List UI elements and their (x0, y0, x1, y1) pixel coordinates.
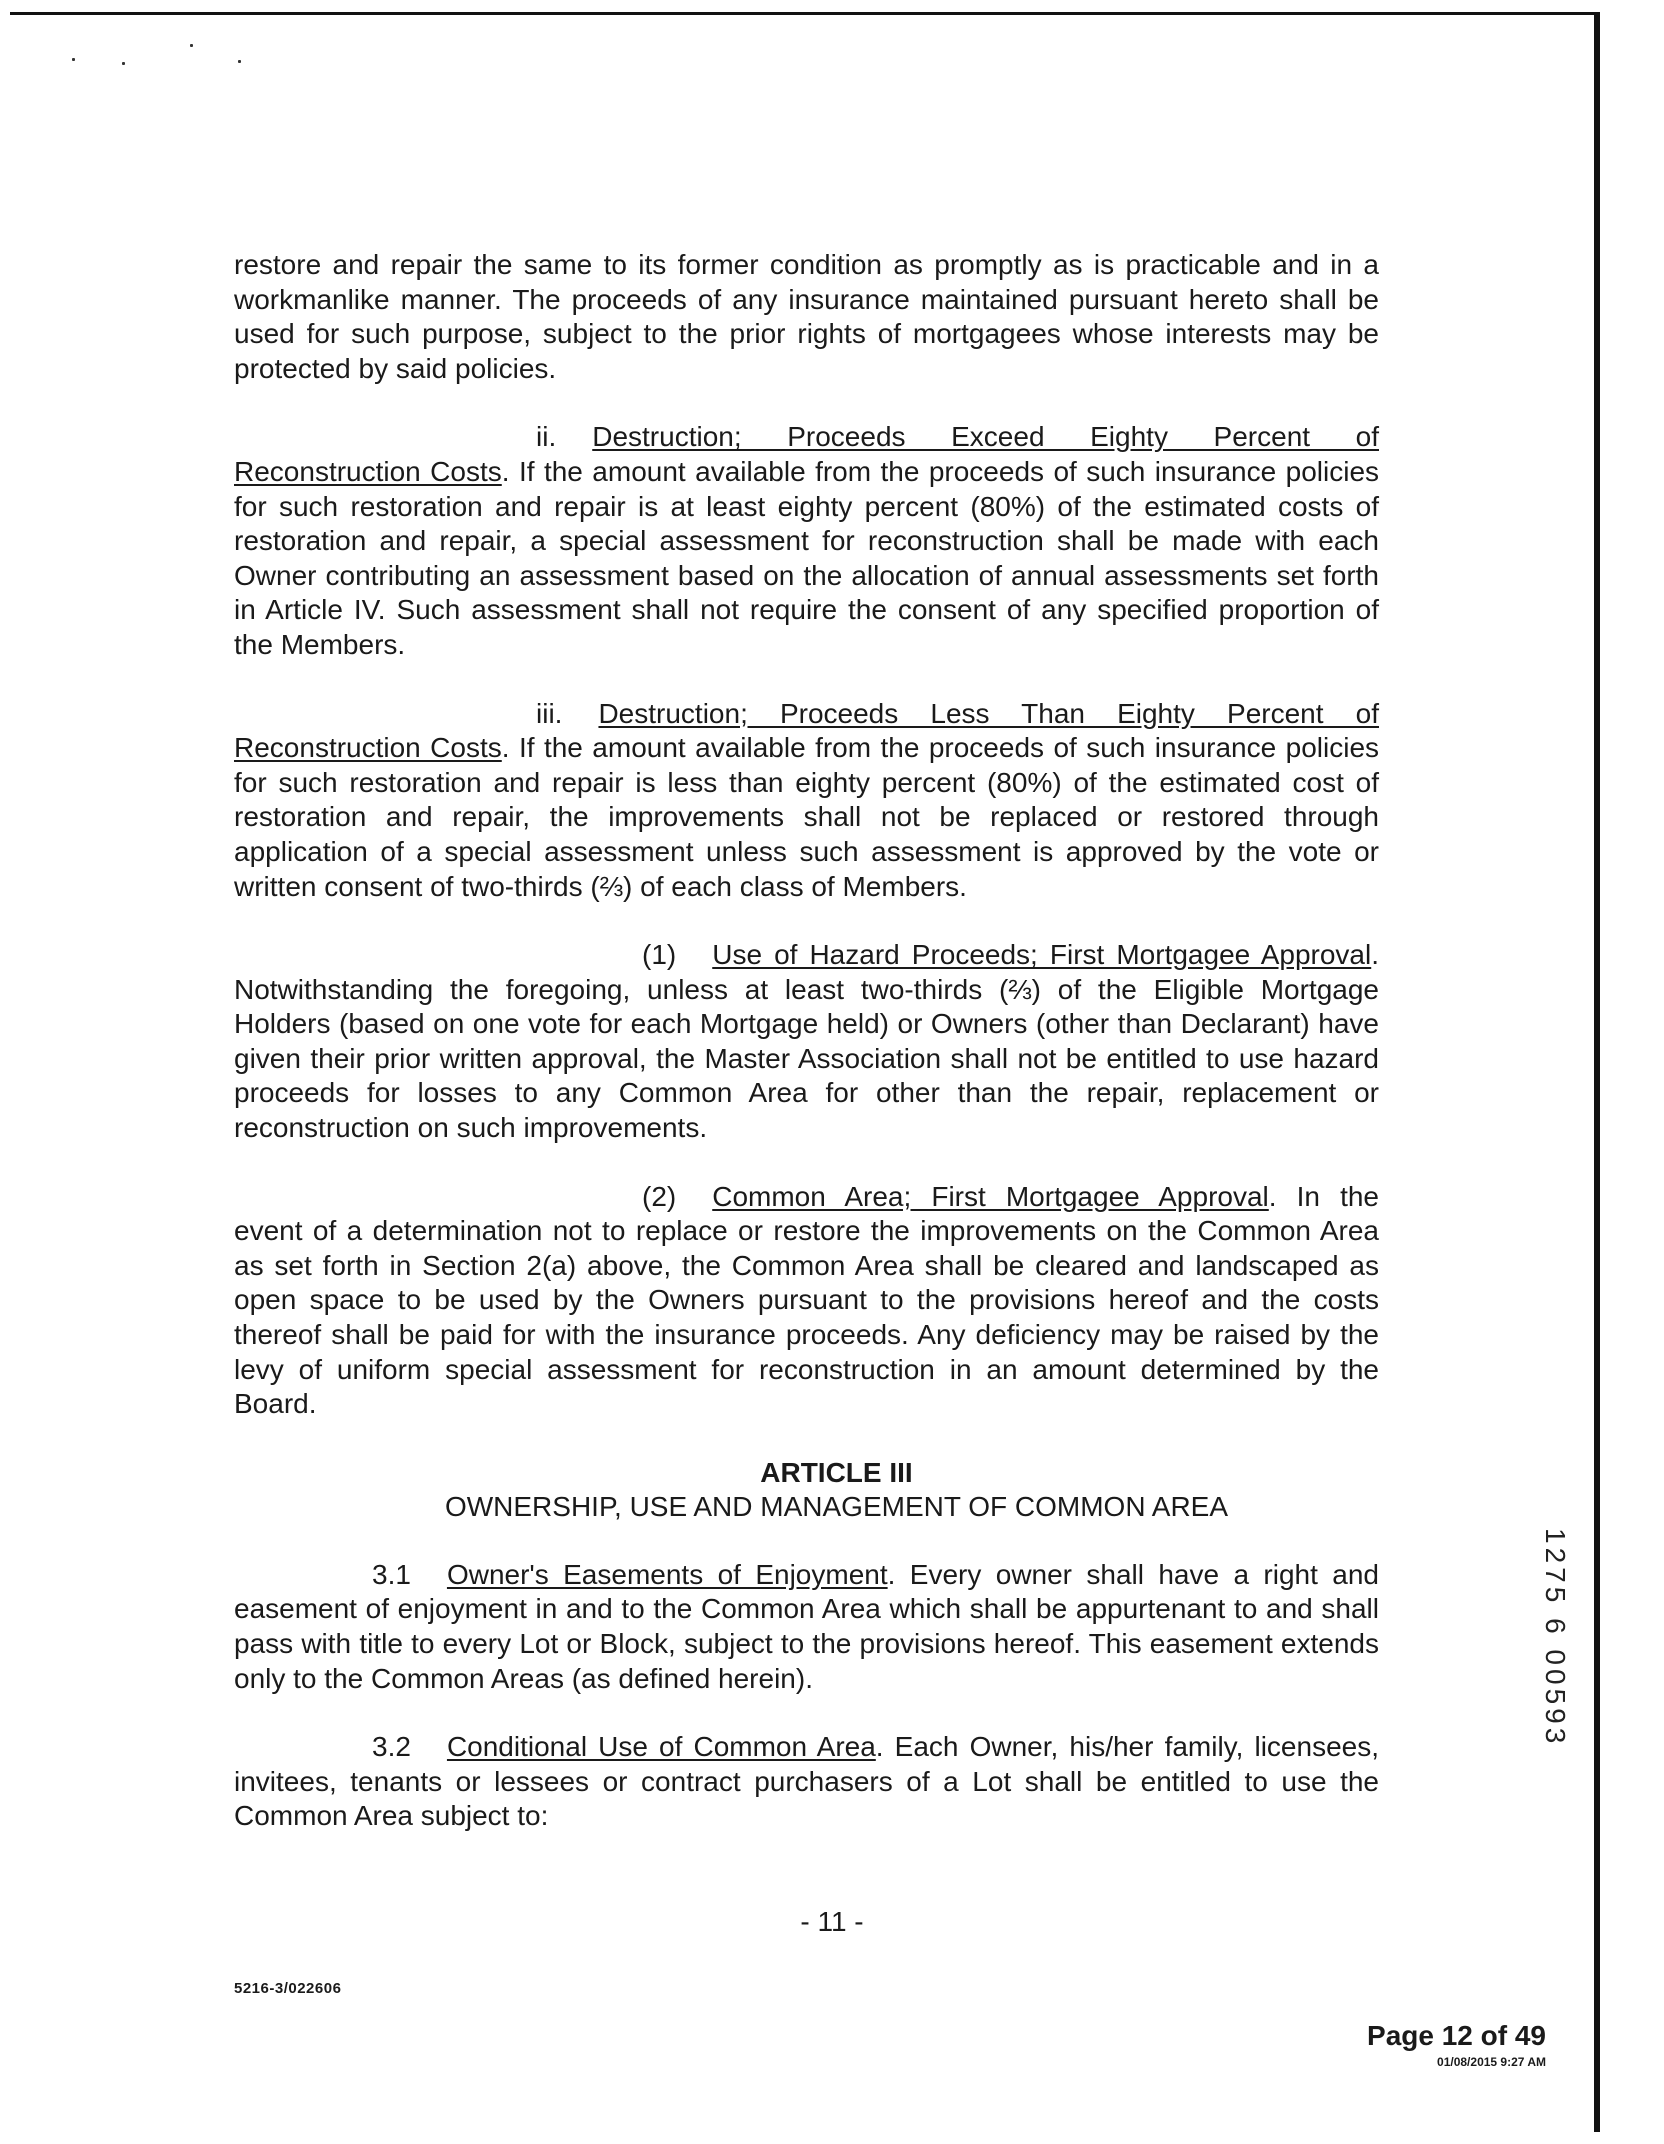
document-body (234, 248, 1379, 1868)
item-title: Destruction; Proceeds Less Than Eighty Percent of Reconstruction Costs (234, 697, 1379, 764)
timestamp: 01/08/2015 9:27 AM (1437, 2055, 1546, 2069)
item-number: (2) (642, 1180, 677, 1212)
section-number: 3.1 (372, 1558, 411, 1590)
paragraph-text: . Each Owner, his/her family, licensees, invitees, tenants or lessees or contract purchasers of a Lot shall be entitled to use the Common Area subject to: (234, 1731, 1379, 1832)
paragraph-1 (234, 938, 1379, 1146)
item-title: Common Area; First Mortgagee Approval (712, 1180, 1269, 1212)
right-border-line (1594, 12, 1600, 2132)
top-border-line (10, 12, 1598, 15)
section-title: Conditional Use of Common Area (446, 1731, 876, 1763)
item-number: ii. (536, 421, 557, 453)
paragraph-text: . If the amount available from the proceeds of such insurance policies for such restoration and repair is at least eighty percent (80%) of the estimated costs of restoration and repair, a special assessment for reconstruction shall be made with each Owner contributing an assessment based on the allocation of annual assessments set forth in Article IV. Such assessment shall not require the consent of any specified proportion of the Members. (234, 455, 1380, 660)
section-title: Owner's Easements of Enjoyment (446, 1558, 888, 1590)
paragraph-iii (234, 697, 1379, 905)
side-recording-number: 1275 6 00593 (1540, 1528, 1571, 1748)
paragraph-text: . Every owner shall have a right and easement of enjoyment in and to the Common Area which shall be appurtenant to and shall pass with title to every Lot or Block, subject to the provisions hereof. This easement extends only to the Common Areas (as defined herein). (234, 1558, 1379, 1694)
article-label: ARTICLE III (760, 1456, 913, 1488)
paragraph-text: . If the amount available from the proceeds of such insurance policies for such restoration and repair is less than eighty percent (80%) of the estimated cost of restoration and repair, the improvements shall not be replaced or restored through application of a special assessment unless such assessment is approved by the vote or written consent of two-thirds (⅔) of each class of Members. (234, 732, 1380, 902)
section-3-1 (234, 1558, 1379, 1696)
paragraph-text: . In the event of a determination not to replace or restore the improvements on the Common Area as set forth in Section 2(a) above, the Common Area shall be cleared and landscaped as open space to be used by the Owners pursuant to the provisions hereof and the costs thereof shall be paid for with the insurance proceeds. Any deficiency may be raised by the levy of uniform special assessment for reconstruction in an amount determined by the Board. (234, 1180, 1379, 1420)
page-count: Page 12 of 49 (1367, 2020, 1546, 2051)
item-number: iii. (536, 697, 563, 729)
paragraph-ii (234, 420, 1379, 662)
article-heading (234, 1456, 1379, 1524)
scan-specks (60, 52, 260, 82)
item-number: (1) (642, 939, 677, 971)
paragraph-text: . Notwithstanding the foregoing, unless at least two-thirds (⅔) of the Eligible Mortgage Holders (based on one vote for each Mortgage held) or Owners (other than Declarant) have given their prior written approval, the Master Association shall not be entitled to use hazard proceeds for losses to any Common Area for other than the repair, replacement or reconstruction on such improvements. (234, 939, 1379, 1144)
document-code: 5216-3/022606 (234, 1980, 342, 1997)
section-3-2 (234, 1730, 1379, 1834)
paragraph-text: restore and repair the same to its former condition as promptly as is practicable and in a workmanlike manner. The proceeds of any insurance maintained pursuant hereto shall be used for such purpose, subject to the prior rights of mortgagees whose interests may be protected by said policies. (234, 249, 1379, 384)
section-number: 3.2 (372, 1731, 411, 1763)
item-title: Destruction; Proceeds Exceed Eighty Percent of Reconstruction Costs (234, 421, 1379, 487)
paragraph-2 (234, 1180, 1379, 1422)
article-title: OWNERSHIP, USE AND MANAGEMENT OF COMMON AREA (444, 1490, 1229, 1522)
item-title: Use of Hazard Proceeds; First Mortgagee Approval (712, 939, 1372, 971)
paragraph-restore-repair (234, 248, 1379, 386)
page-number: - 11 - (800, 1906, 864, 1937)
